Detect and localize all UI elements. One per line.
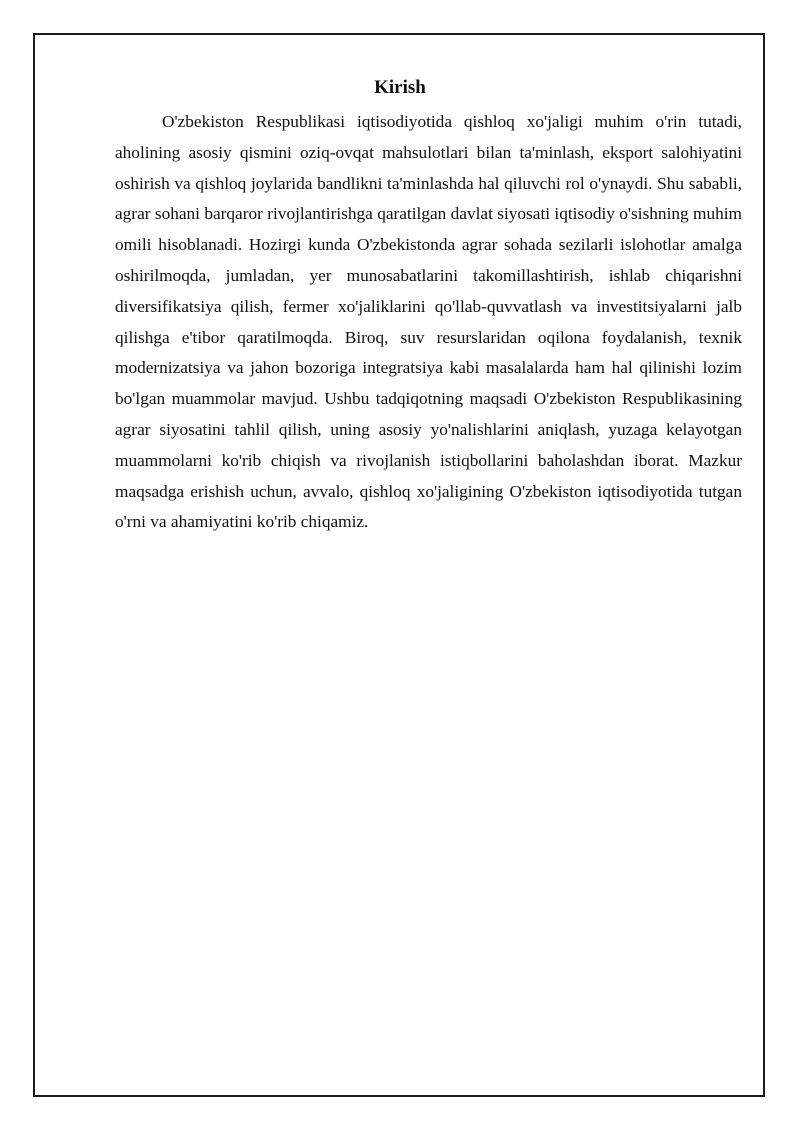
body-paragraph: O'zbekiston Respublikasi iqtisodiyotida qishloq xo'jaligi muhim o'rin tutadi, aholining asosiy qismini oziq-ovqat mahsulotlari bilan ta'minlash, eksport salohiyatini oshirish va qishloq joylarida bandlikni ta'minlashda hal qiluvchi rol o'ynaydi. Shu sababli, agrar sohani barqaror rivojlantirishga qaratilgan davlat siyosati iqtisodiy o'sishning muhim omili hisoblanadi. Hozirgi kunda O'zbekistonda agrar sohada sezilarli islohotlar amalga oshirilmoqda, jumladan, yer munosabatlarini takomillashtirish, ishlab chiqarishni diversifikatsiya qilish, fermer xo'jaliklarini qo'llab-quvvatlash va investitsiyalarni jalb qilishga e'tibor qaratilmoqda. Biroq, suv resurslaridan oqilona foydalanish, texnik modernizatsiya va jahon bozoriga integratsiya kabi masalalarda ham hal qilinishi lozim bo'lgan muammolar mavjud. Ushbu tadqiqotning maqsadi O'zbekiston Respublikasining agrar siyosatini tahlil qilish, uning asosiy yo'nalishlarini aniqlash, yuzaga kelayotgan muammolarni ko'rib chiqish va rivojlanish istiqbollarini baholashdan iborat. Mazkur maqsadga erishish uchun, avvalo, qishloq xo'jaligining O'zbekiston iqtisodiyotida tutgan o'rni va ahamiyatini ko'rib chiqamiz. bbox=[115, 112, 742, 532]
document-title: Kirish bbox=[374, 77, 426, 98]
